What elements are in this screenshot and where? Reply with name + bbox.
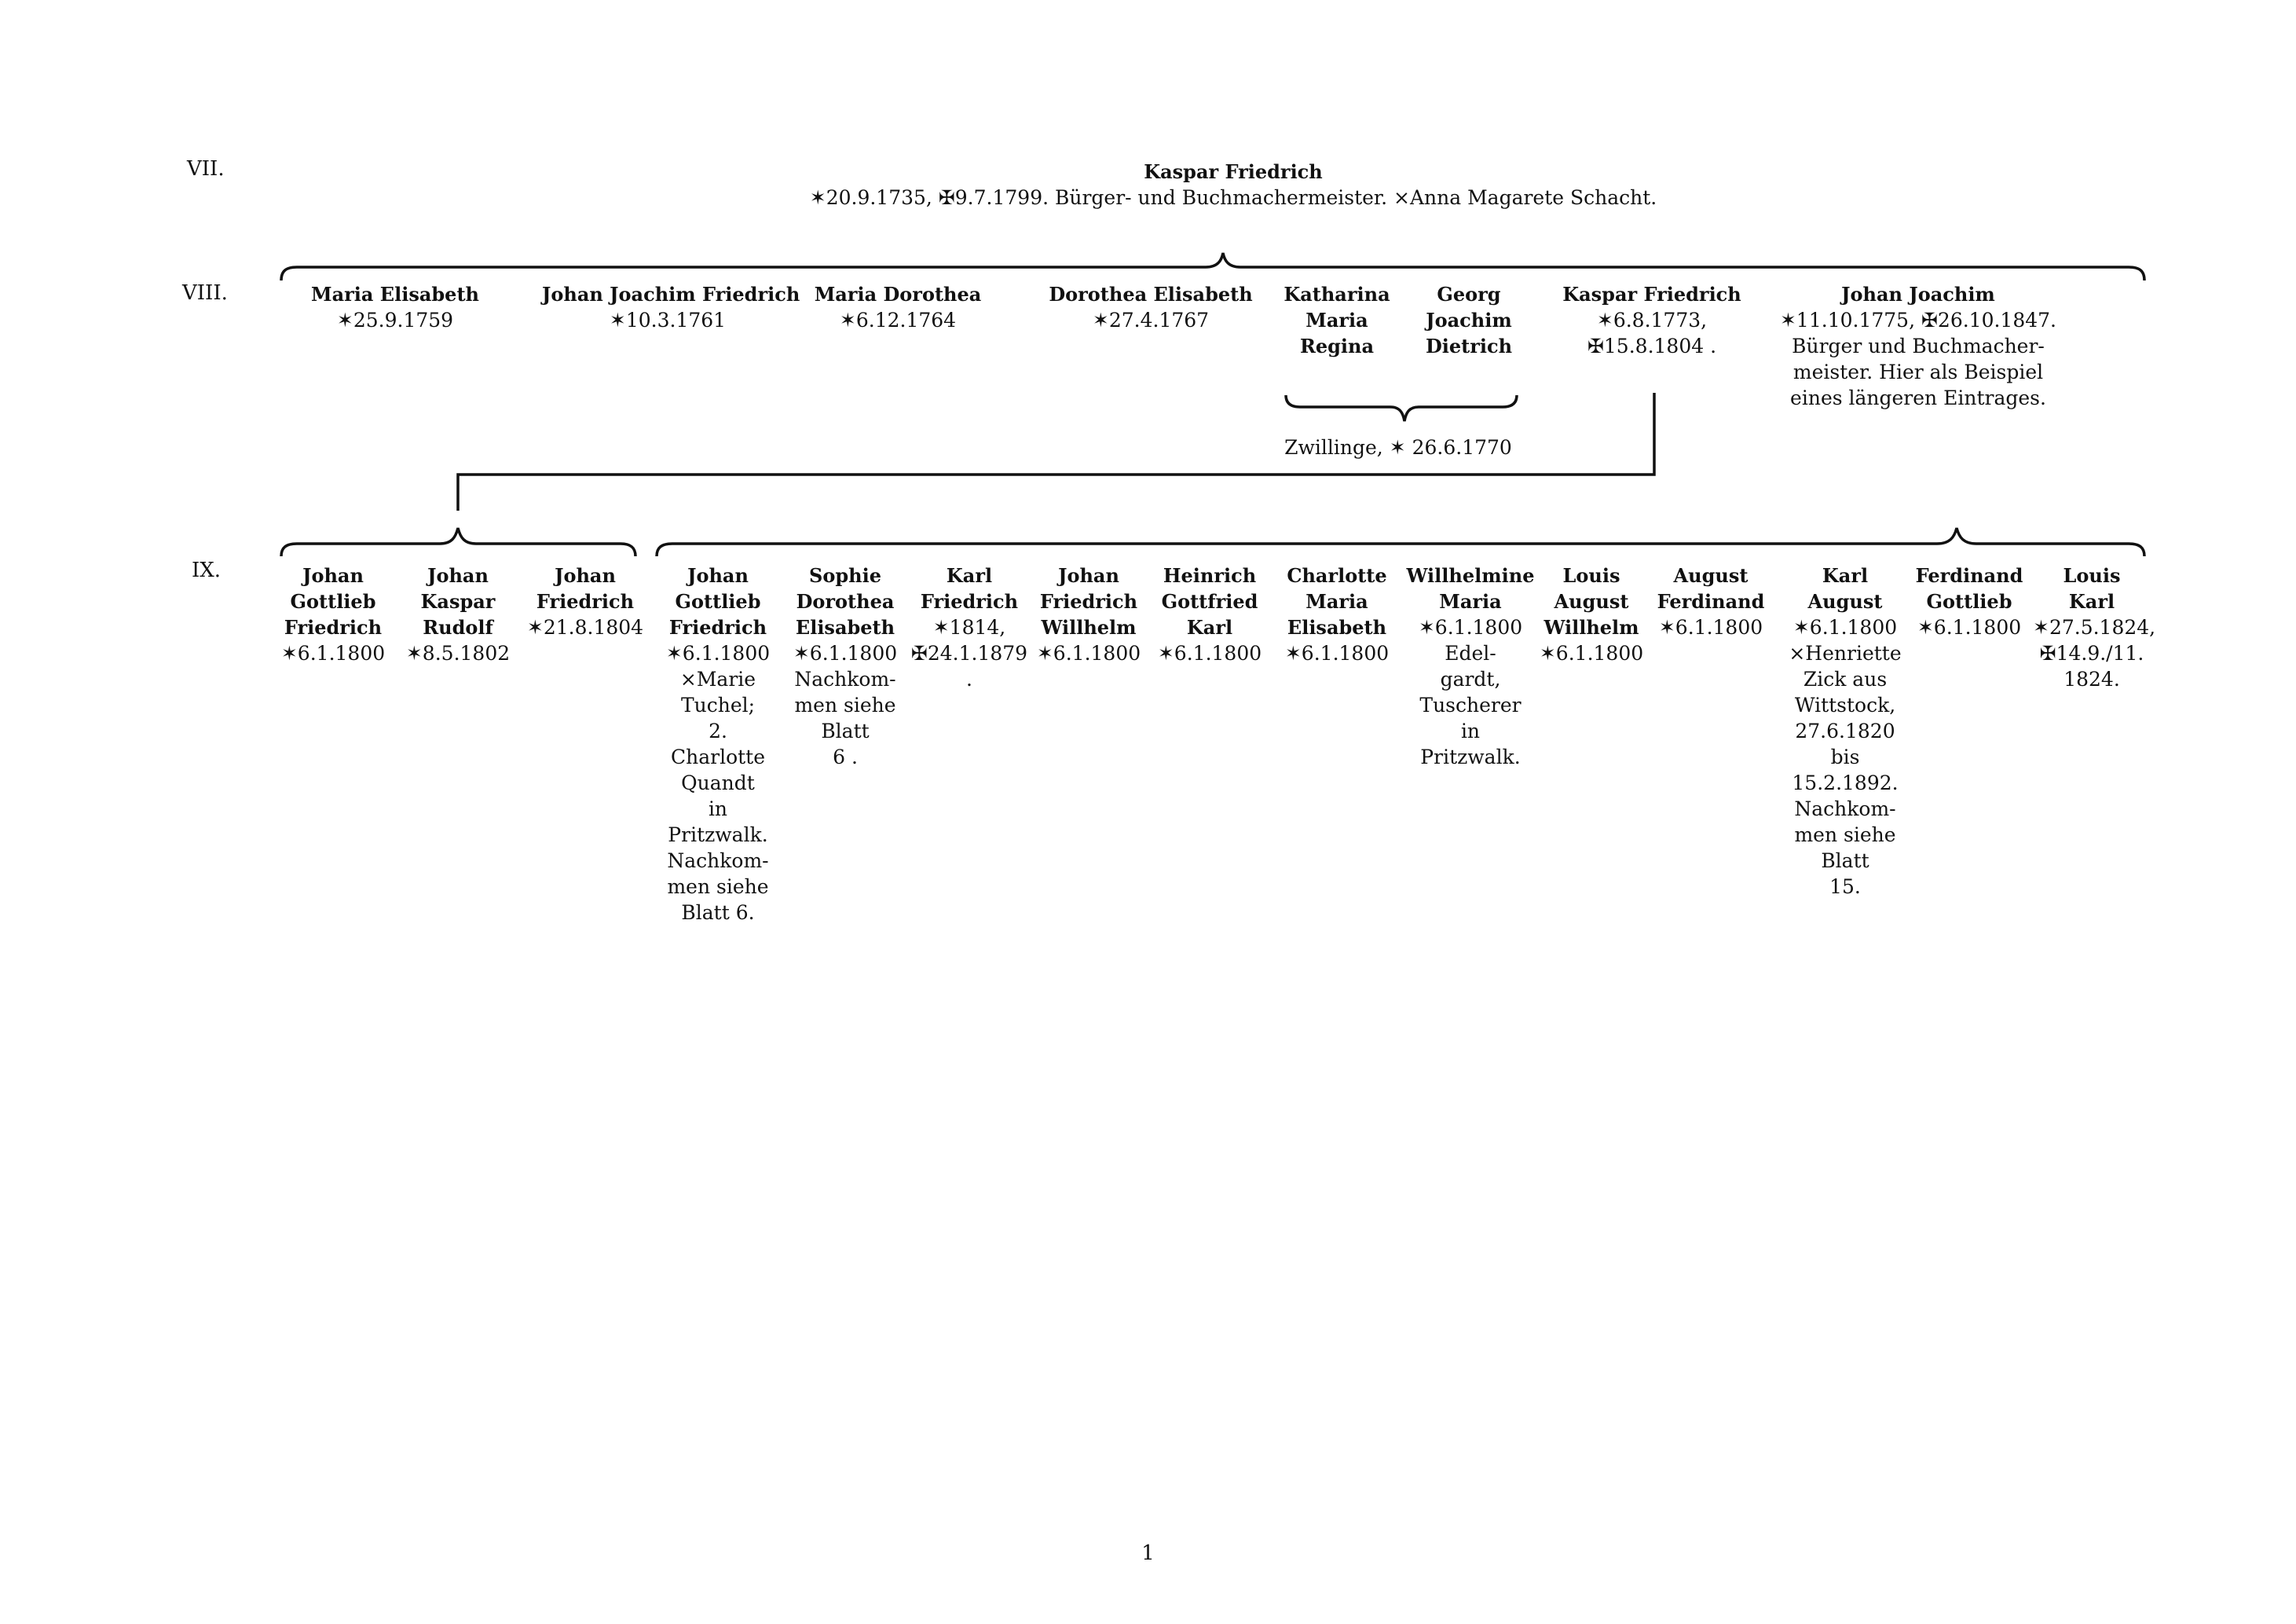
generation-label-viii: VIII. xyxy=(182,281,228,305)
person-name: Kaspar Friedrich xyxy=(1562,283,1741,306)
gen8-person xyxy=(1745,281,2091,411)
gen8-person xyxy=(293,281,497,333)
gen9-person xyxy=(1404,563,1537,770)
person-detail: men siehe xyxy=(1794,823,1896,846)
person-detail: ⨯Henriette xyxy=(1789,642,1902,665)
person-detail: 15.2.1892. xyxy=(1792,772,1899,794)
person-detail: ✶8.5.1802 xyxy=(405,642,511,665)
person-detail: Quandt xyxy=(681,772,755,794)
person-detail: ✶27.4.1767 xyxy=(1092,309,1210,332)
person-detail: ✶1814, xyxy=(932,616,1006,639)
person-detail: Nachkom- xyxy=(794,668,896,691)
root-name: Kaspar Friedrich xyxy=(1144,160,1323,183)
person-detail: ✠14.9./11. xyxy=(2039,642,2144,665)
person-detail: 27.6.1820 xyxy=(1795,720,1895,742)
gen9-person xyxy=(910,563,1028,692)
person-name: August Ferdinand xyxy=(1657,564,1765,613)
person-detail: ✶11.10.1775, ✠26.10.1847. xyxy=(1779,309,2056,332)
gen8-person xyxy=(1041,281,1261,333)
generation-label-vii: VII. xyxy=(187,157,225,181)
person-name: Charlotte Maria Elisabeth xyxy=(1287,564,1387,639)
person-name: Sophie Dorothea Elisabeth xyxy=(795,564,895,639)
person-detail: . xyxy=(966,668,972,691)
person-name: Ferdinand Gottlieb xyxy=(1915,564,2023,613)
gen9-person xyxy=(1278,563,1396,666)
gen9-person xyxy=(659,563,777,926)
person-name: Johan Gottlieb Friedrich xyxy=(668,564,767,639)
person-detail: Tuscherer xyxy=(1419,694,1522,717)
person-detail: ✶6.1.1800 xyxy=(1036,642,1141,665)
person-detail: eines längeren Eintrages. xyxy=(1790,387,2046,409)
brace-gen9-left xyxy=(281,528,635,556)
person-detail: ✶10.3.1761 xyxy=(609,309,727,332)
person-name: Heinrich Gottfried Karl xyxy=(1161,564,1258,639)
person-detail: men siehe xyxy=(794,694,896,717)
person-detail: ✶6.1.1800 xyxy=(280,642,386,665)
person-name: Karl August xyxy=(1807,564,1883,613)
person-detail: ✶6.1.1800 xyxy=(1792,616,1898,639)
gen8-person xyxy=(1410,281,1528,359)
gen9-person xyxy=(1910,563,2028,640)
person-detail: 15. xyxy=(1829,875,1861,898)
person-detail: ✶27.5.1824, xyxy=(2033,616,2156,639)
person-detail: bis xyxy=(1830,746,1860,768)
person-detail: Edel- xyxy=(1445,642,1496,665)
person-detail: Blatt xyxy=(821,720,870,742)
person-detail: Nachkom- xyxy=(667,849,769,872)
gen9-person xyxy=(1652,563,1770,640)
brace-gen9-right xyxy=(657,528,2144,556)
person-detail: ✶6.1.1800 xyxy=(1658,616,1763,639)
person-detail: ✶6.1.1800 xyxy=(1157,642,1262,665)
person-detail: Blatt 6. xyxy=(681,901,755,924)
gen8-person xyxy=(542,281,800,333)
gen8-person xyxy=(796,281,1000,333)
person-detail: ✶6.1.1800 xyxy=(1284,642,1390,665)
gen8-person xyxy=(1278,281,1396,359)
twins-note-text: Zwillinge, ✶ 26.6.1770 xyxy=(1284,436,1512,459)
gen9-person xyxy=(1778,563,1912,900)
person-detail: Pritzwalk. xyxy=(668,823,768,846)
person-detail: Wittstock, xyxy=(1794,694,1896,717)
person-name: Katharina Maria Regina xyxy=(1283,283,1390,357)
person-detail: ⨯Marie xyxy=(679,668,756,691)
person-detail: Zick aus xyxy=(1803,668,1888,691)
person-detail: meister. Hier als Beispiel xyxy=(1792,361,2044,383)
root-person xyxy=(707,159,1760,211)
person-detail: ✶6.1.1800 xyxy=(793,642,898,665)
root-details: ✶20.9.1735, ✠9.7.1799. Bürger- und Buchmachermeister. ⨯Anna Magarete Schacht. xyxy=(809,186,1657,209)
person-detail: men siehe xyxy=(667,875,769,898)
person-name: Johan Friedrich Willhelm xyxy=(1039,564,1138,639)
person-detail: ✶6.8.1773, xyxy=(1596,309,1708,332)
person-name: Johan Joachim xyxy=(1841,283,1995,306)
person-detail: ✶6.1.1800 xyxy=(1418,616,1523,639)
generation-label-ix: IX. xyxy=(192,559,222,582)
person-detail: Bürger und Buchmacher- xyxy=(1792,335,2045,357)
gen9-person xyxy=(399,563,517,666)
person-detail: Blatt xyxy=(1821,849,1869,872)
person-detail: gardt, xyxy=(1440,668,1501,691)
person-detail: Tuchel; xyxy=(680,694,756,717)
person-detail: ✶6.1.1800 xyxy=(1539,642,1644,665)
gen8-person xyxy=(1542,281,1762,359)
brace-twins xyxy=(1286,395,1517,421)
person-detail: ✠15.8.1804 . xyxy=(1587,335,1717,357)
person-detail: ✠24.1.1879 xyxy=(910,642,1028,665)
person-name: Johan Joachim Friedrich xyxy=(542,283,800,306)
person-detail: 6 . xyxy=(833,746,858,768)
person-detail: ✶6.12.1764 xyxy=(839,309,957,332)
person-name: Georg Joachim Dietrich xyxy=(1425,283,1513,357)
person-detail: ✶25.9.1759 xyxy=(336,309,454,332)
page-number: 1 xyxy=(1141,1542,1155,1565)
gen9-person xyxy=(1532,563,1650,666)
gen9-person xyxy=(2033,563,2156,692)
brace-gen8 xyxy=(281,253,2144,280)
person-name: Johan Kaspar Rudolf xyxy=(420,564,496,639)
person-name: Dorothea Elisabeth xyxy=(1049,283,1253,306)
person-detail: ✶6.1.1800 xyxy=(665,642,771,665)
person-detail: ✶21.8.1804 xyxy=(526,616,644,639)
person-detail: 1824. xyxy=(2063,668,2120,691)
person-name: Johan Friedrich xyxy=(536,564,635,613)
person-name: Johan Gottlieb Friedrich xyxy=(284,564,383,639)
person-detail: in xyxy=(1460,720,1481,742)
person-detail: Pritzwalk. xyxy=(1420,746,1521,768)
person-detail: 2. xyxy=(709,720,727,742)
person-name: Louis August Willhelm xyxy=(1543,564,1639,639)
gen9-person xyxy=(274,563,392,666)
person-name: Karl Friedrich xyxy=(920,564,1019,613)
gen9-person xyxy=(1030,563,1148,666)
person-name: Willhelmine Maria xyxy=(1406,564,1535,613)
person-detail: Charlotte xyxy=(670,746,766,768)
person-detail: ✶6.1.1800 xyxy=(1917,616,2022,639)
person-name: Maria Dorothea xyxy=(814,283,982,306)
twins-note xyxy=(1241,434,1555,460)
gen9-person xyxy=(786,563,904,770)
person-name: Louis Karl xyxy=(2063,564,2121,613)
person-detail: in xyxy=(708,797,728,820)
gen9-person xyxy=(1151,563,1269,666)
gen9-person xyxy=(526,563,644,640)
person-detail: Nachkom- xyxy=(1794,797,1896,820)
person-name: Maria Elisabeth xyxy=(311,283,479,306)
